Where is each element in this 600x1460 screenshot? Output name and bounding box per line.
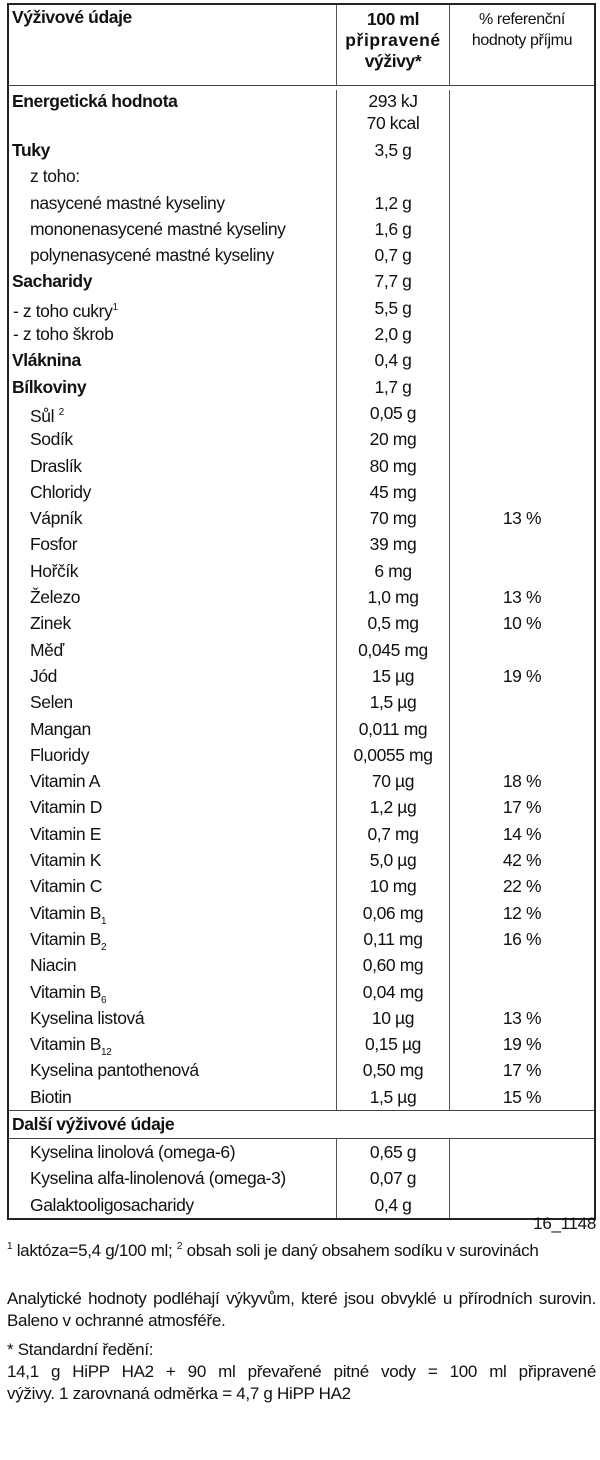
nutrient-value: 1,7 g: [337, 374, 450, 400]
nutrient-value: 70 µg: [337, 768, 450, 794]
dilution-title: * Standardní ředění:: [7, 1340, 154, 1359]
table-row: [9, 242, 594, 268]
nutrient-label: Galaktooligosacharidy: [30, 1194, 194, 1215]
nutrient-cell: [9, 216, 337, 242]
nutrient-value: 0,07 g: [337, 1165, 450, 1191]
table-row: [9, 374, 594, 400]
nutrient-value: 0,4 g: [337, 1192, 450, 1218]
nutrient-value: 1,2 µg: [337, 794, 450, 820]
nutrient-label: Vitamin B: [30, 981, 101, 1002]
nutrient-reference-pct: [450, 347, 594, 373]
nutrient-cell: [9, 584, 337, 610]
nutrient-value: 0,60 mg: [337, 952, 450, 978]
nutrient-value: 5,0 µg: [337, 847, 450, 873]
header-per-100ml-line: 100 ml: [366, 9, 420, 29]
nutrient-reference-pct: [450, 242, 594, 268]
nutrient-label: Draslík: [30, 455, 82, 476]
energy-value: [337, 90, 450, 137]
nutrient-label: Kyselina listová: [30, 1007, 145, 1028]
nutrient-cell: [9, 1084, 337, 1110]
nutrient-label: Sodík: [30, 429, 73, 450]
section-title: Další výživové údaje: [9, 1110, 594, 1139]
nutrient-label: Chloridy: [30, 481, 91, 502]
nutrient-label: mononenasycené mastné kyseliny: [30, 218, 286, 239]
additional-rows: [9, 1139, 594, 1218]
nutrient-cell: [9, 242, 337, 268]
nutrient-label: Vitamin A: [30, 771, 101, 792]
nutrient-value: 45 mg: [337, 479, 450, 505]
nutrient-label: Selen: [30, 692, 73, 713]
nutrient-value: 1,2 g: [337, 190, 450, 216]
footnote-ref: 1: [112, 301, 118, 313]
table-row: [9, 163, 594, 189]
nutrient-reference-pct: [450, 190, 594, 216]
nutrient-reference-pct: 19 %: [502, 665, 542, 686]
table-row: [9, 137, 594, 163]
nutrient-cell: [9, 821, 337, 847]
table-row: [9, 531, 594, 557]
table-row: [9, 347, 594, 373]
nutrient-reference-pct: 16 %: [502, 928, 542, 949]
footnote-mark: 1: [7, 1241, 13, 1252]
energy-label: Energetická hodnota: [9, 90, 337, 137]
dilution-note: [7, 1339, 596, 1405]
nutrient-cell: [9, 426, 337, 452]
nutrient-label: z toho:: [30, 166, 80, 187]
nutrient-cell: [9, 137, 337, 163]
nutrient-cell: [9, 1005, 337, 1031]
subscript: 2: [100, 941, 107, 953]
table-row: [9, 742, 594, 768]
nutrient-reference-pct: 22 %: [502, 876, 542, 897]
nutrient-value: 0,11 mg: [337, 926, 450, 952]
nutrient-cell: [9, 873, 337, 899]
nutrient-label: - z toho cukry: [13, 300, 113, 321]
table-row: [9, 295, 594, 321]
nutrient-label: polynenasycené mastné kyseliny: [30, 245, 274, 266]
nutrient-label: Mangan: [30, 718, 91, 739]
nutrient-value: 2,0 g: [337, 321, 450, 347]
nutrient-label: Kyselina alfa-linolenová (omega-3): [30, 1168, 286, 1189]
nutrition-table: [7, 3, 596, 1220]
nutrient-label: Zinek: [30, 613, 71, 634]
nutrient-cell: [9, 952, 337, 978]
nutrient-cell: [9, 794, 337, 820]
nutrient-cell: [9, 163, 337, 189]
nutrient-reference-pct: [450, 374, 594, 400]
nutrient-cell: [9, 505, 337, 531]
nutrient-label: Vláknina: [12, 350, 81, 371]
nutrient-reference-pct: [450, 163, 594, 189]
nutrient-value: 5,5 g: [337, 295, 450, 321]
nutrient-label: Fluoridy: [30, 744, 90, 765]
nutrient-value: 15 µg: [337, 663, 450, 689]
table-row: [9, 873, 594, 899]
nutrient-cell: [9, 847, 337, 873]
nutrient-label: Hořčík: [30, 560, 79, 581]
nutrient-label: Kyselina linolová (omega-6): [30, 1141, 236, 1162]
nutrient-label: Kyselina pantothenová: [30, 1060, 199, 1081]
nutrient-cell: [9, 663, 337, 689]
nutrient-label: Sacharidy: [12, 271, 93, 292]
nutrient-label: Měď: [30, 639, 64, 660]
table-row: [9, 190, 594, 216]
nutrient-cell: [9, 268, 337, 294]
nutrient-cell: [9, 742, 337, 768]
nutrient-value: 0,011 mg: [337, 716, 450, 742]
nutrient-value: 0,4 g: [337, 347, 450, 373]
nutrient-value: 10 mg: [337, 873, 450, 899]
nutrient-cell: [9, 689, 337, 715]
nutrient-value: 1,0 mg: [337, 584, 450, 610]
nutrient-cell: [9, 1139, 337, 1165]
nutrient-value: 0,7 mg: [337, 821, 450, 847]
nutrient-reference-pct: 14 %: [502, 823, 542, 844]
nutrient-label: Vitamin B: [30, 1034, 101, 1055]
nutrient-cell: [9, 1031, 337, 1057]
header-per-100ml: [337, 5, 450, 85]
nutrient-label: Biotin: [30, 1086, 72, 1107]
subscript: 12: [100, 1047, 112, 1059]
table-row: [9, 1139, 594, 1165]
nutrient-label: Železo: [30, 587, 81, 608]
nutrient-reference-pct: 42 %: [502, 850, 542, 871]
nutrient-value: 0,045 mg: [337, 637, 450, 663]
nutrient-cell: [9, 347, 337, 373]
subscript: 6: [100, 994, 107, 1006]
nutrient-reference-pct: [450, 689, 594, 715]
table-row: [9, 216, 594, 242]
analytic-note: Analytické hodnoty podléhají výkyvům, které jsou obvyklé u přírodních surovin. Baleno v ochranné atmosféře.: [7, 1289, 596, 1330]
energy-kcal: 70 kcal: [366, 113, 420, 133]
nutrient-label: Vitamin E: [30, 823, 101, 844]
nutrient-reference-pct: 12 %: [502, 902, 542, 923]
table-row: [9, 610, 594, 636]
header-per-100ml-line: připravené: [345, 30, 441, 50]
nutrient-reference-pct: [450, 637, 594, 663]
footnotes: [7, 1236, 596, 1262]
table-row: [9, 400, 594, 426]
nutrient-cell: [9, 900, 337, 926]
table-row: [9, 821, 594, 847]
nutrient-reference-pct: 15 %: [502, 1086, 542, 1107]
nutrient-value: 0,04 mg: [337, 979, 450, 1005]
table-header: [9, 5, 594, 86]
nutrient-reference-pct: [450, 321, 594, 347]
nutrient-cell: [9, 637, 337, 663]
table-row: [9, 268, 594, 294]
nutrient-label: - z toho škrob: [13, 324, 114, 345]
nutrient-reference-pct: [450, 558, 594, 584]
nutrient-value: 10 µg: [337, 1005, 450, 1031]
header-reference-line: % referenční: [479, 11, 565, 28]
table-row: [9, 321, 594, 347]
nutrient-rows: [9, 137, 594, 1110]
nutrient-reference-pct: [450, 531, 594, 557]
nutrient-cell: [9, 1057, 337, 1083]
nutrient-reference-pct: [450, 137, 594, 163]
nutrient-cell: [9, 453, 337, 479]
table-row: [9, 453, 594, 479]
nutrient-cell: [9, 1165, 337, 1191]
nutrient-value: 0,65 g: [337, 1139, 450, 1165]
nutrient-value: 0,15 µg: [337, 1031, 450, 1057]
nutrient-value: 20 mg: [337, 426, 450, 452]
nutrient-label: Vitamin C: [30, 876, 102, 897]
header-reference-line: hodnoty příjmu: [471, 32, 573, 49]
nutrient-cell: [9, 321, 337, 347]
nutrient-value: [337, 163, 450, 189]
nutrient-reference-pct: [450, 216, 594, 242]
nutrient-value: 0,06 mg: [337, 900, 450, 926]
nutrient-reference-pct: 13 %: [502, 587, 542, 608]
header-per-100ml-line: výživy*: [364, 51, 422, 71]
footnote-mark: 2: [176, 1241, 183, 1252]
table-row: [9, 505, 594, 531]
nutrient-label: Vitamin B: [30, 928, 101, 949]
energy-pct: [450, 90, 594, 137]
product-code: 16_1148: [533, 1214, 596, 1233]
nutrient-value: 0,5 mg: [337, 610, 450, 636]
nutrient-cell: [9, 190, 337, 216]
nutrient-label: Vápník: [30, 508, 83, 529]
nutrient-value: 3,5 g: [337, 137, 450, 163]
nutrient-label: Vitamin K: [30, 850, 101, 871]
header-reference-intake: [450, 5, 594, 85]
table-row: [9, 847, 594, 873]
nutrient-reference-pct: [450, 952, 594, 978]
nutrient-label: Jód: [30, 665, 58, 686]
nutrient-reference-pct: [450, 453, 594, 479]
table-row: [9, 1057, 594, 1083]
nutrient-reference-pct: 13 %: [502, 508, 542, 529]
nutrient-cell: [9, 979, 337, 1005]
nutrient-label: Niacin: [30, 955, 77, 976]
nutrient-value: 70 mg: [337, 505, 450, 531]
nutrient-value: 0,7 g: [337, 242, 450, 268]
nutrient-cell: [9, 716, 337, 742]
nutrient-reference-pct: [450, 268, 594, 294]
nutrient-reference-pct: [450, 1165, 594, 1191]
nutrient-reference-pct: 18 %: [502, 771, 542, 792]
table-row: [9, 689, 594, 715]
nutrient-reference-pct: [450, 979, 594, 1005]
table-row: [9, 1005, 594, 1031]
table-row: [9, 637, 594, 663]
nutrient-value: 0,0055 mg: [337, 742, 450, 768]
footnote-1: laktóza=5,4 g/100 ml;: [12, 1241, 177, 1260]
nutrient-cell: [9, 400, 337, 426]
nutrient-reference-pct: 10 %: [502, 613, 542, 634]
nutrient-cell: [9, 558, 337, 584]
table-row: [9, 900, 594, 926]
dilution-line: výživy. 1 zarovnaná odměrka = 4,7 g HiPP HA2: [7, 1384, 351, 1403]
nutrient-label: Vitamin B: [30, 902, 101, 923]
footnote-ref: 2: [58, 406, 64, 418]
table-row: [9, 584, 594, 610]
table-row: [9, 979, 594, 1005]
nutrient-value: 1,5 µg: [337, 1084, 450, 1110]
table-row: [9, 426, 594, 452]
nutrient-value: 7,7 g: [337, 268, 450, 294]
nutrient-value: 6 mg: [337, 558, 450, 584]
table-row: [9, 716, 594, 742]
nutrient-cell: [9, 374, 337, 400]
nutrient-label: nasycené mastné kyseliny: [30, 192, 225, 213]
nutrient-label: Tuky: [12, 140, 50, 160]
nutrient-cell: [9, 295, 337, 321]
table-row: [9, 1031, 594, 1057]
nutrient-reference-pct: [450, 295, 594, 321]
nutrient-reference-pct: 19 %: [502, 1034, 542, 1055]
table-row: [9, 1084, 594, 1110]
nutrient-reference-pct: [450, 716, 594, 742]
nutrient-reference-pct: [450, 742, 594, 768]
nutrient-value: 0,05 g: [337, 400, 450, 426]
nutrient-reference-pct: 13 %: [502, 1007, 542, 1028]
nutrient-label: Fosfor: [30, 534, 78, 555]
nutrient-value: 1,6 g: [337, 216, 450, 242]
nutrient-cell: [9, 531, 337, 557]
nutrient-reference-pct: [450, 479, 594, 505]
energy-kj: 293 kJ: [368, 91, 418, 111]
nutrient-cell: [9, 610, 337, 636]
header-nutrition: Výživové údaje: [9, 5, 337, 85]
nutrient-label: Vitamin D: [30, 797, 102, 818]
table-row: [9, 663, 594, 689]
table-row: [9, 479, 594, 505]
nutrient-value: 1,5 µg: [337, 689, 450, 715]
table-row: [9, 768, 594, 794]
nutrient-label: Sůl: [30, 405, 59, 426]
nutrient-reference-pct: [450, 400, 594, 426]
nutrient-reference-pct: 17 %: [502, 1060, 542, 1081]
nutrient-value: 39 mg: [337, 531, 450, 557]
table-row: [9, 952, 594, 978]
nutrient-label: Bílkoviny: [12, 376, 87, 397]
nutrient-cell: [9, 768, 337, 794]
table-row: [9, 926, 594, 952]
footnote-2: obsah soli je daný obsahem sodíku v surovinách: [182, 1241, 539, 1260]
nutrient-cell: [9, 926, 337, 952]
nutrient-cell: [9, 479, 337, 505]
nutrient-reference-pct: 17 %: [502, 797, 542, 818]
energy-row: [9, 86, 594, 137]
nutrient-reference-pct: [450, 1139, 594, 1165]
nutrient-value: 0,50 mg: [337, 1057, 450, 1083]
nutrient-value: 80 mg: [337, 453, 450, 479]
table-row: [9, 794, 594, 820]
table-row: [9, 1165, 594, 1191]
dilution-line: 14,1 g HiPP HA2 + 90 ml převařené pitné vody = 100 ml připravené: [7, 1362, 596, 1381]
table-row: [9, 558, 594, 584]
subscript: 1: [100, 915, 107, 927]
nutrient-reference-pct: [450, 426, 594, 452]
